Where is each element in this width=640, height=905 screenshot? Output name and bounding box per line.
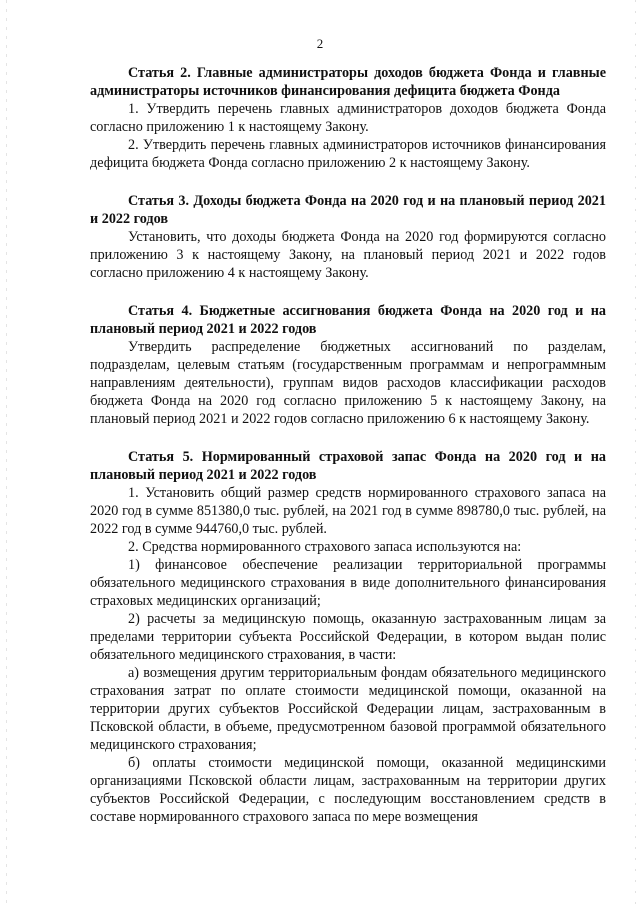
article-2 — [90, 64, 606, 172]
paragraph: Установить, что доходы бюджета Фонда на 2020 год формируются согласно приложению 3 к настоящему Закону, на плановый период 2021 и 2022 годов согласно приложению 4 к настоящему Закону. — [90, 229, 606, 281]
article-heading: Статья 4. Бюджетные ассигнования бюджета Фонда на 2020 год и на плановый период 2021 и 2022 годов — [90, 303, 606, 337]
paragraph: а) возмещения другим территориальным фондам обязательного медицинского страхования затрат по оплате стоимости медицинской помощи, оказанной на территории других субъектов Российской Федерации лицам, застрахованным в Псковской области, в объеме, предусмотренном базовой программой обязательного медицинского страхования; — [90, 665, 606, 753]
page-number: 2 — [316, 36, 324, 51]
article-heading: Статья 2. Главные администраторы доходов бюджета Фонда и главные администраторы источников финансирования дефицита бюджета Фонда — [90, 65, 606, 99]
paragraph: 1. Утвердить перечень главных администраторов доходов бюджета Фонда согласно приложению 1 к настоящему Закону. — [90, 101, 606, 135]
paragraph: 2. Средства нормированного страхового запаса используются на: — [128, 539, 522, 555]
paragraph: б) оплаты стоимости медицинской помощи, оказанной медицинскими организациями Псковской области лицам, застрахованным на территории других субъектов Российской Федерации, с последующим восстановлением средств в составе нормированного страхового запаса по мере возмещения — [90, 755, 606, 825]
spacer — [90, 282, 606, 302]
paragraph: 2) расчеты за медицинскую помощь, оказанную застрахованным лицам за пределами территории субъекта Российской Федерации, в котором выдан полис обязательного медицинского страхования, в части: — [90, 611, 606, 663]
article-heading: Статья 5. Нормированный страховой запас Фонда на 2020 год и на плановый период 2021 и 2022 годов — [90, 449, 606, 483]
paragraph: Утвердить распределение бюджетных ассигнований по разделам, подразделам, целевым статьям (государственным программам и непрограммным направлениям деятельности), группам видов расходов классификации расходов бюджета Фонда на 2020 год согласно приложению 5 к настоящему Закону, на плановый период 2021 и 2022 годов согласно приложению 6 к настоящему Закону. — [90, 339, 606, 427]
article-3 — [90, 192, 606, 282]
document-body — [90, 64, 606, 826]
scan-edge-left — [6, 0, 7, 905]
spacer — [90, 428, 606, 448]
scan-edge-right — [635, 0, 636, 905]
paragraph: 1) финансовое обеспечение реализации территориальной программы обязательного медицинского страхования в виде дополнительного финансирования страховых медицинских организаций; — [90, 557, 606, 609]
article-heading: Статья 3. Доходы бюджета Фонда на 2020 год и на плановый период 2021 и 2022 годов — [90, 193, 606, 227]
article-4 — [90, 302, 606, 428]
spacer — [90, 172, 606, 192]
paragraph: 2. Утвердить перечень главных администраторов источников финансирования дефицита бюджета Фонда согласно приложению 2 к настоящему Закону. — [90, 137, 606, 171]
paragraph: 1. Установить общий размер средств нормированного страхового запаса на 2020 год в сумме 851380,0 тыс. рублей, на 2021 год в сумме 898780,0 тыс. рублей, на 2022 год в сумме 944760,0 тыс. рублей. — [90, 485, 606, 537]
article-5 — [90, 448, 606, 826]
